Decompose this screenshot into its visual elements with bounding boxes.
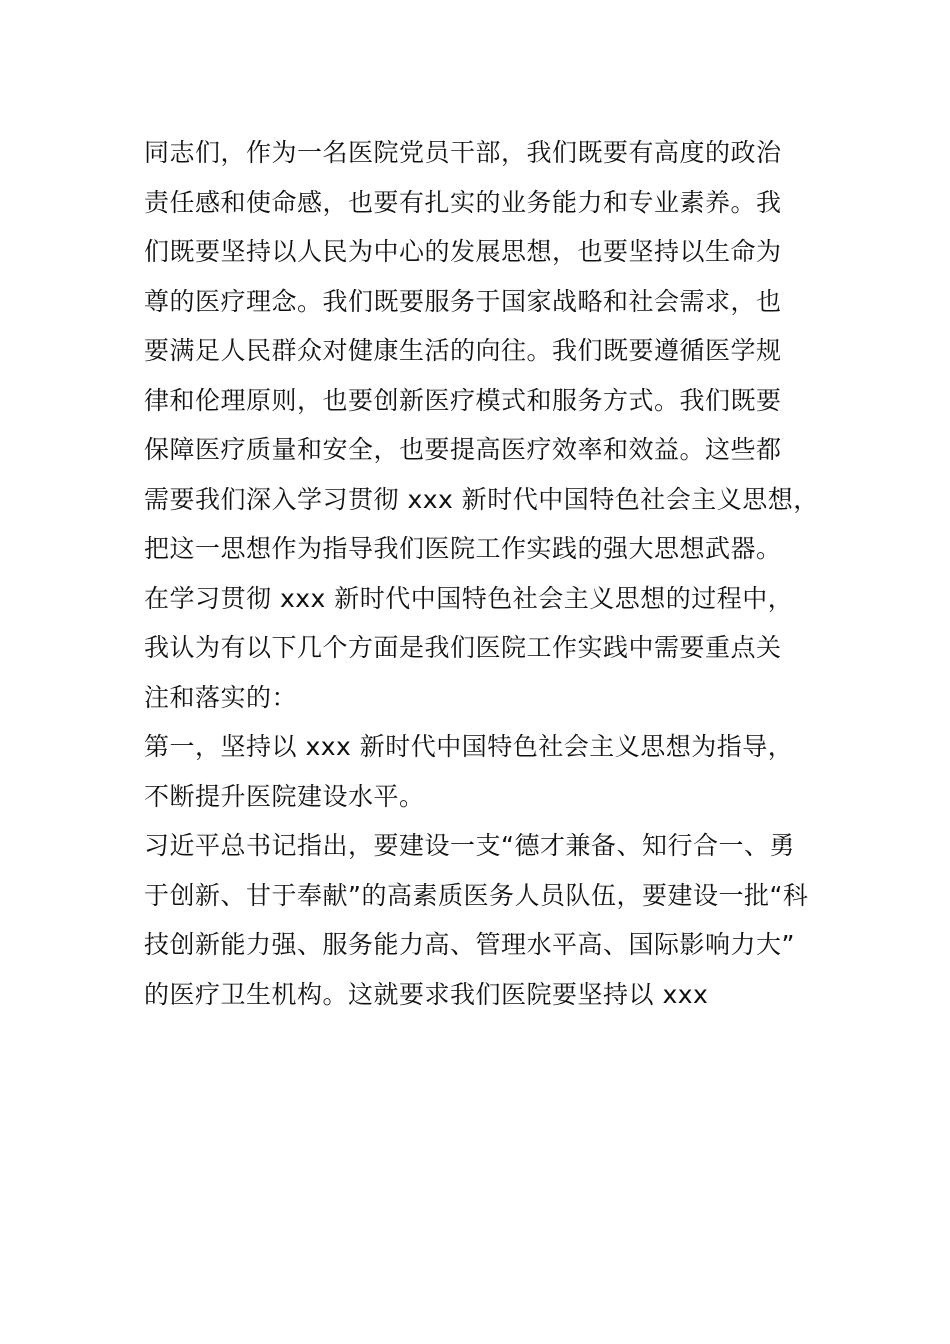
paragraph-line: 尊的医疗理念。我们既要服务于国家战略和社会需求，也	[144, 286, 782, 316]
paragraph-line: 们既要坚持以人民为中心的发展思想，也要坚持以生命为	[144, 237, 782, 266]
paragraph-line: 把这一思想作为指导我们医院工作实践的强大思想武器。	[144, 534, 782, 563]
paragraph-line: 第一，坚持以 xxx 新时代中国特色社会主义思想为指导，	[144, 732, 794, 761]
paragraph-line: 不断提升医院建设水平。	[144, 781, 425, 811]
paragraph-line: 习近平总书记指出，要建设一支“德才兼备、知行合一、勇	[144, 831, 795, 860]
paragraph-line: 需要我们深入学习贯彻 xxx 新时代中国特色社会主义思想，	[144, 484, 819, 514]
document-body	[144, 128, 844, 1019]
paragraph-line: 要满足人民群众对健康生活的向往。我们既要遵循医学规	[144, 336, 782, 365]
paragraph-line: 我认为有以下几个方面是我们医院工作实践中需要重点关	[144, 633, 782, 662]
paragraph-line: 在学习贯彻 xxx 新时代中国特色社会主义思想的过程中，	[144, 583, 794, 613]
paragraph-line: 同志们，作为一名医院党员干部，我们既要有高度的政治	[144, 138, 782, 167]
paragraph-line: 责任感和使命感，也要有扎实的业务能力和专业素养。我	[144, 187, 782, 217]
paragraph-line: 注和落实的：	[144, 682, 298, 712]
paragraph-line: 律和伦理原则，也要创新医疗模式和服务方式。我们既要	[144, 385, 782, 415]
paragraph-line: 保障医疗质量和安全，也要提高医疗效率和效益。这些都	[144, 435, 782, 464]
paragraph-line: 于创新、甘于奉献”的高素质医务人员队伍，要建设一批“科	[144, 880, 809, 910]
paragraph-line: 技创新能力强、服务能力高、管理水平高、国际影响力大”	[144, 930, 795, 959]
paragraph-line: 的医疗卫生机构。这就要求我们医院要坚持以 xxx	[144, 979, 709, 1009]
